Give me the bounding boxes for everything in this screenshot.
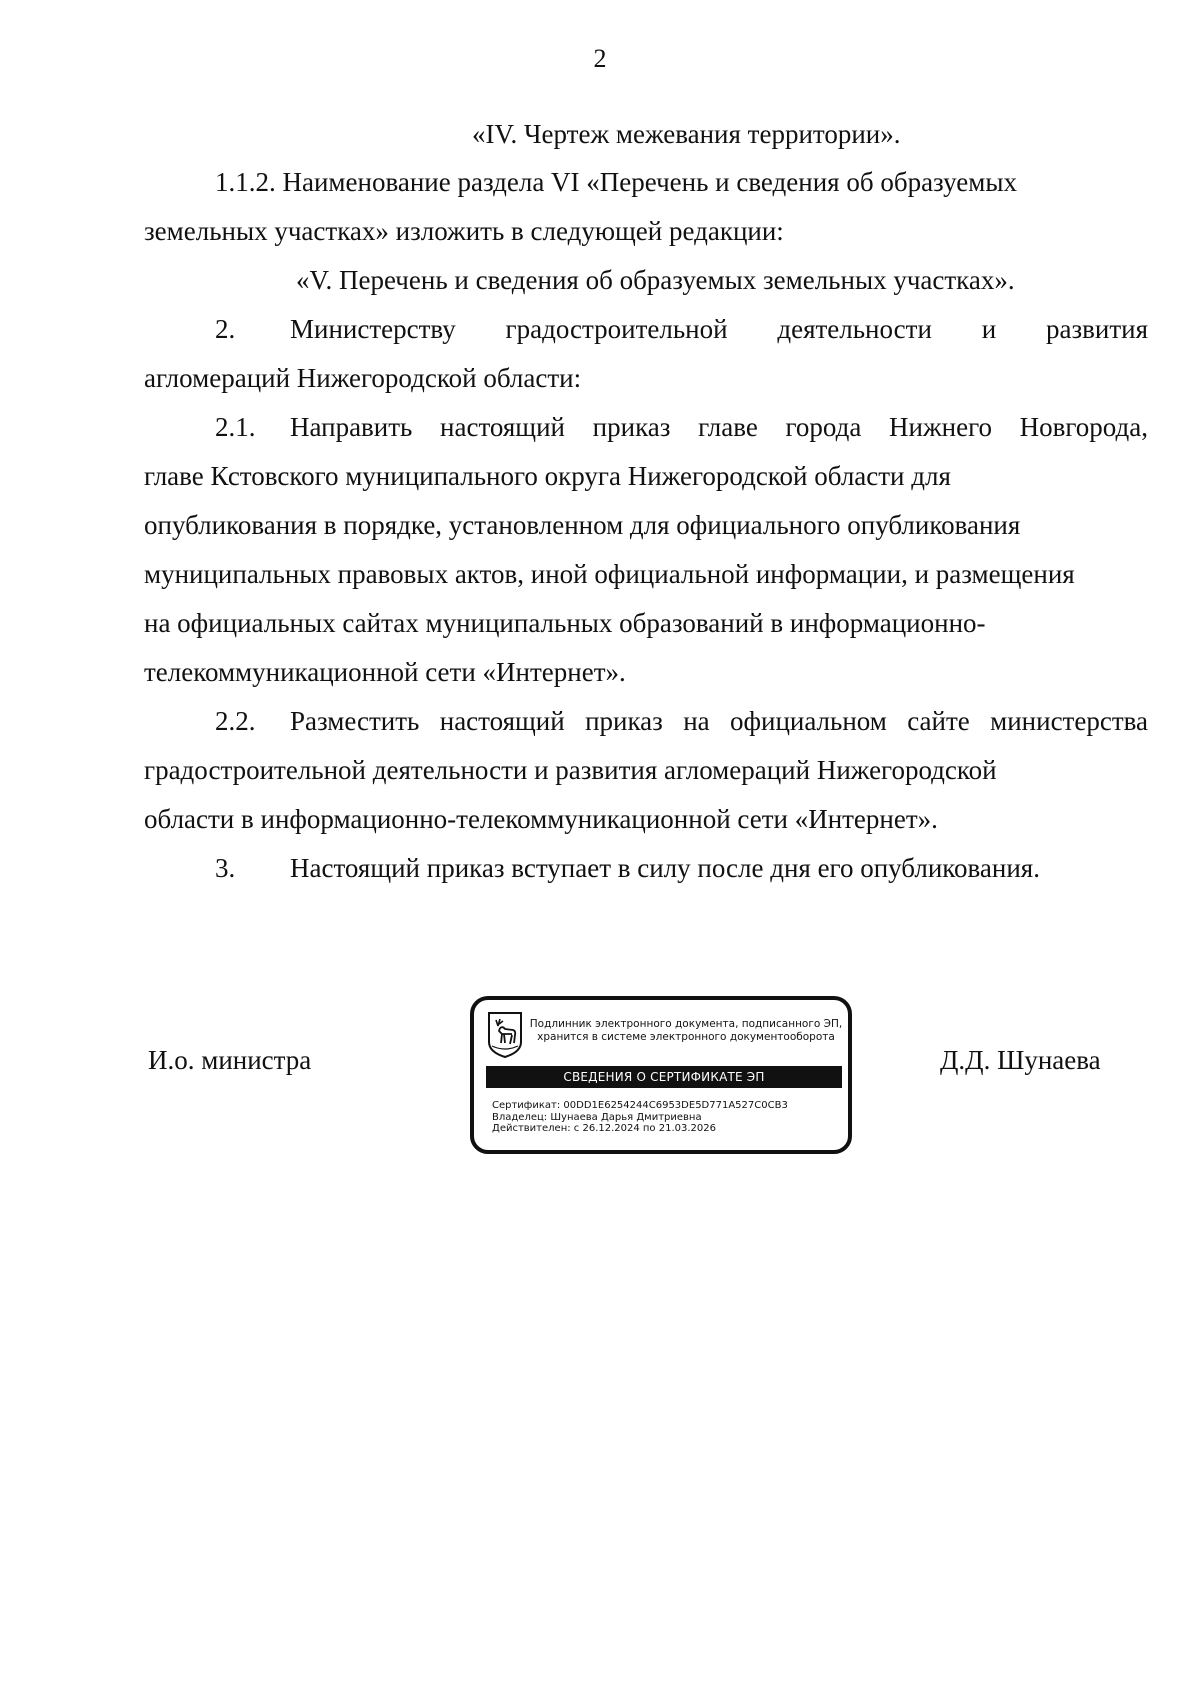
paragraph-2-1-line-2: главе Кстовского муниципального округа Нижегородской области для <box>144 461 951 491</box>
paragraph-2-1-text: Направить настоящий приказ главе города Нижнего Новгорода, <box>290 412 1148 442</box>
paragraph-1-1-2-line-2: земельных участках» изложить в следующей редакции: <box>144 216 784 246</box>
paragraph-2-1-line-5: на официальных сайтах муниципальных образований в информационно- <box>144 608 986 638</box>
paragraph-2-2-number: 2.2. <box>215 706 256 736</box>
heading-section-v: «V. Перечень и сведения об образуемых земельных участках». <box>296 265 1015 295</box>
stamp-certificate-owner: Владелец: Шунаева Дарья Дмитриевна <box>492 1111 702 1123</box>
stamp-header <box>526 1018 846 1044</box>
paragraph-2-2-line-1 <box>215 697 1148 746</box>
paragraph-2-1-line-3: опубликования в порядке, установленном для официального опубликования <box>144 510 1021 540</box>
paragraph-2-1-line-4: муниципальных правовых актов, иной официальной информации, и размещения <box>144 559 1075 589</box>
paragraph-2-number: 2. <box>215 314 236 344</box>
signature-position: И.о. министра <box>148 1045 312 1075</box>
paragraph-2-1-line-1 <box>215 403 1148 452</box>
paragraph-3-line-1 <box>215 844 1148 893</box>
heading-section-iv: «IV. Чертеж межевания территории». <box>472 119 901 149</box>
stamp-header-line-2: хранится в системе электронного документооборота <box>537 1031 835 1043</box>
paragraph-3-text: Настоящий приказ вступает в силу после дня его опубликования. <box>290 853 1040 883</box>
paragraph-2-line-2: агломераций Нижегородской области: <box>144 363 582 393</box>
stamp-certificate-number: Сертификат: 00DD1E6254244C6953DE5D771A527C0CB3 <box>492 1100 788 1111</box>
paragraph-3-number: 3. <box>215 853 236 883</box>
signature-name: Д.Д. Шунаева <box>940 1045 1101 1075</box>
stamp-header-line-1: Подлинник электронного документа, подписанного ЭП, <box>529 1018 843 1030</box>
paragraph-2-2-line-3: области в информационно-телекоммуникационной сети «Интернет». <box>144 804 938 834</box>
paragraph-2-1-line-6: телекоммуникационной сети «Интернет». <box>144 657 626 687</box>
paragraph-2-1-number: 2.1. <box>215 412 256 442</box>
nizhny-novgorod-deer-emblem-icon <box>488 1012 522 1058</box>
page-number: 2 <box>593 44 607 73</box>
paragraph-2-2-line-2: градостроительной деятельности и развития агломераций Нижегородской <box>144 755 997 785</box>
stamp-certificate-validity: Действителен: с 26.12.2024 по 21.03.2026 <box>492 1123 716 1134</box>
paragraph-2-text: Министерству градостроительной деятельности и развития <box>290 314 1148 344</box>
paragraph-2-line-1 <box>215 305 1148 354</box>
paragraph-2-2-text: Разместить настоящий приказ на официальном сайте министерства <box>290 706 1148 736</box>
stamp-certificate-details <box>492 1100 788 1135</box>
electronic-signature-stamp <box>470 996 852 1154</box>
stamp-certificate-title: СВЕДЕНИЯ О СЕРТИФИКАТЕ ЭП <box>486 1066 842 1088</box>
paragraph-1-1-2-line-1: 1.1.2. Наименование раздела VI «Перечень и сведения об образуемых <box>215 167 1018 197</box>
